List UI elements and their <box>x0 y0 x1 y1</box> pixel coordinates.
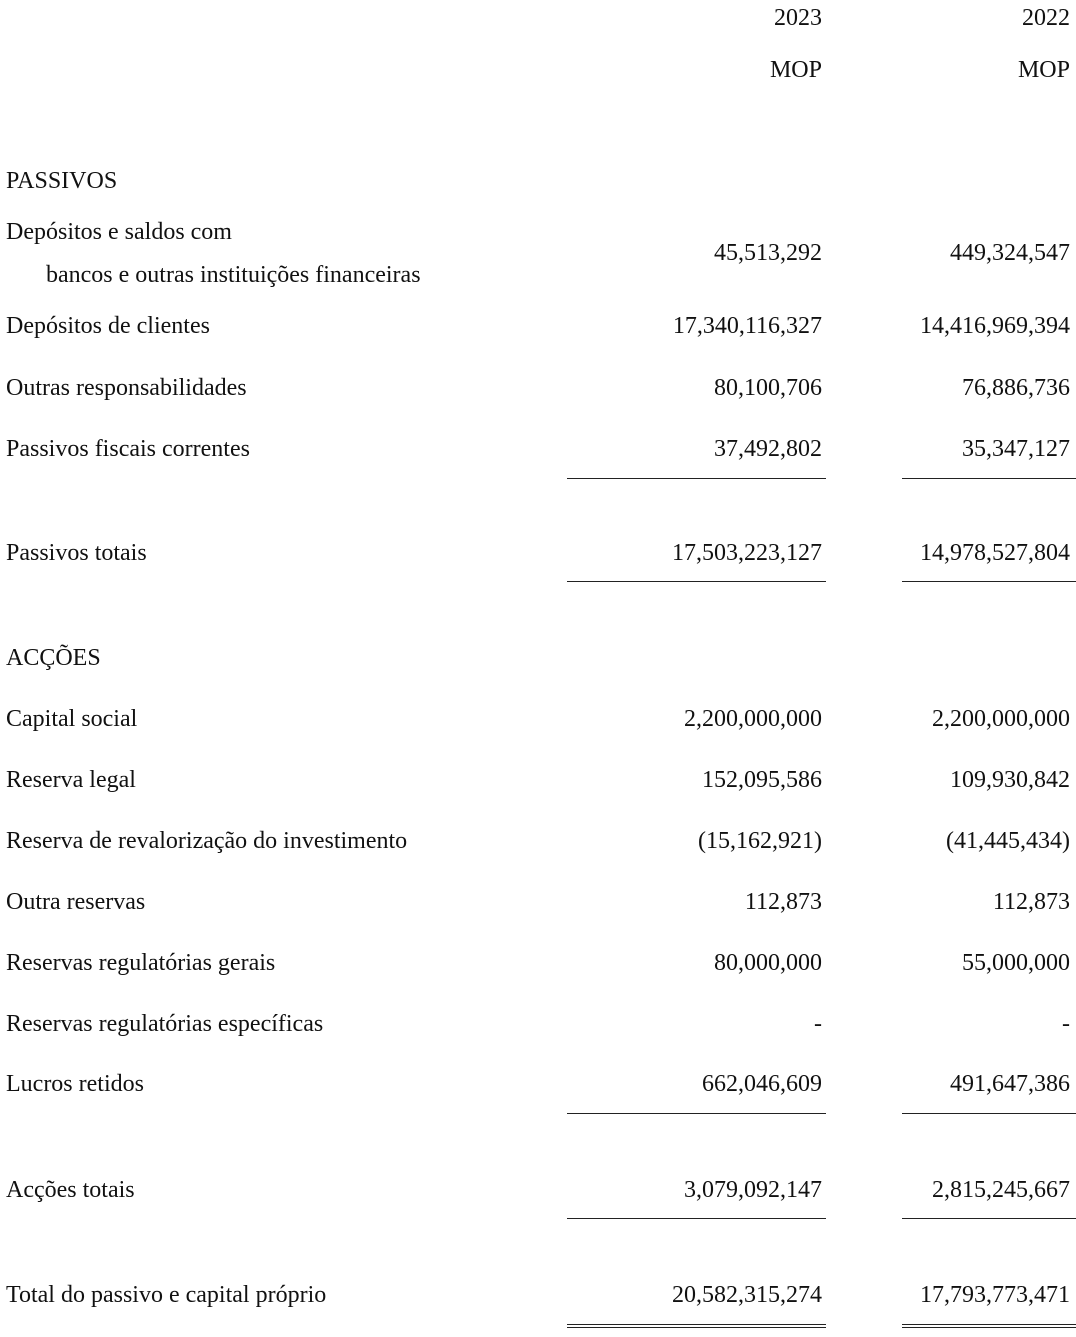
total-2023: 17,503,223,127 <box>672 540 822 566</box>
value-2023: 662,046,609 <box>702 1071 822 1097</box>
value-2022: 14,416,969,394 <box>920 313 1070 339</box>
value-2022: 491,647,386 <box>950 1071 1070 1097</box>
value-2022: 76,886,736 <box>962 375 1070 401</box>
row-label: Passivos fiscais correntes <box>6 436 250 462</box>
total-label: Passivos totais <box>6 540 147 566</box>
total-rule <box>567 581 826 582</box>
value-2022: 449,324,547 <box>950 240 1070 266</box>
section-title-liabilities: PASSIVOS <box>6 168 118 194</box>
currency-2022-header: MOP <box>1017 57 1070 83</box>
value-2023: 80,100,706 <box>714 375 822 401</box>
row-label-continued: bancos e outras instituições financeiras <box>46 262 421 288</box>
value-2023: 17,340,116,327 <box>672 313 822 339</box>
value-2023: 45,513,292 <box>714 240 822 266</box>
value-2022: 2,200,000,000 <box>932 706 1070 732</box>
section-title-equity: ACÇÕES <box>6 645 101 671</box>
value-2023: 112,873 <box>744 889 822 915</box>
total-2023: 3,079,092,147 <box>684 1177 822 1203</box>
value-2022: (41,445,434) <box>946 828 1070 854</box>
row-label: Reservas regulatórias específicas <box>6 1011 324 1037</box>
value-2022: 55,000,000 <box>962 950 1070 976</box>
row-label: Capital social <box>6 706 138 732</box>
grand-total-double-rule <box>567 1324 826 1328</box>
total-rule <box>902 581 1076 582</box>
grand-total-2022: 17,793,773,471 <box>920 1282 1070 1308</box>
value-2023: 152,095,586 <box>702 767 822 793</box>
row-label: Depósitos de clientes <box>6 313 210 339</box>
grand-total-double-rule <box>902 1324 1076 1328</box>
value-2023: - <box>814 1011 822 1037</box>
year-2023-header: 2023 <box>774 5 822 31</box>
value-2023: 37,492,802 <box>714 436 822 462</box>
value-2022: 35,347,127 <box>962 436 1070 462</box>
subtotal-rule <box>902 1113 1076 1114</box>
subtotal-rule <box>567 478 826 479</box>
value-2022: - <box>1062 1011 1070 1037</box>
row-label: Depósitos e saldos com <box>6 219 232 245</box>
total-rule <box>567 1218 826 1219</box>
value-2023: 2,200,000,000 <box>684 706 822 732</box>
grand-total-label: Total do passivo e capital próprio <box>6 1282 327 1308</box>
total-2022: 2,815,245,667 <box>932 1177 1070 1203</box>
value-2022: 109,930,842 <box>950 767 1070 793</box>
row-label: Lucros retidos <box>6 1071 144 1097</box>
total-2022: 14,978,527,804 <box>920 540 1070 566</box>
row-label: Outra reservas <box>6 889 146 915</box>
total-rule <box>902 1218 1076 1219</box>
currency-2023-header: MOP <box>769 57 822 83</box>
value-2022: 112,873 <box>992 889 1070 915</box>
value-2023: 80,000,000 <box>714 950 822 976</box>
row-label: Reserva legal <box>6 767 136 793</box>
total-label: Acções totais <box>6 1177 135 1203</box>
row-label: Reserva de revalorização do investimento <box>6 828 408 854</box>
year-2022-header: 2022 <box>1022 5 1070 31</box>
subtotal-rule <box>567 1113 826 1114</box>
row-label: Reservas regulatórias gerais <box>6 950 276 976</box>
row-label: Outras responsabilidades <box>6 375 247 401</box>
value-2023: (15,162,921) <box>698 828 822 854</box>
grand-total-2023: 20,582,315,274 <box>672 1282 822 1308</box>
subtotal-rule <box>902 478 1076 479</box>
